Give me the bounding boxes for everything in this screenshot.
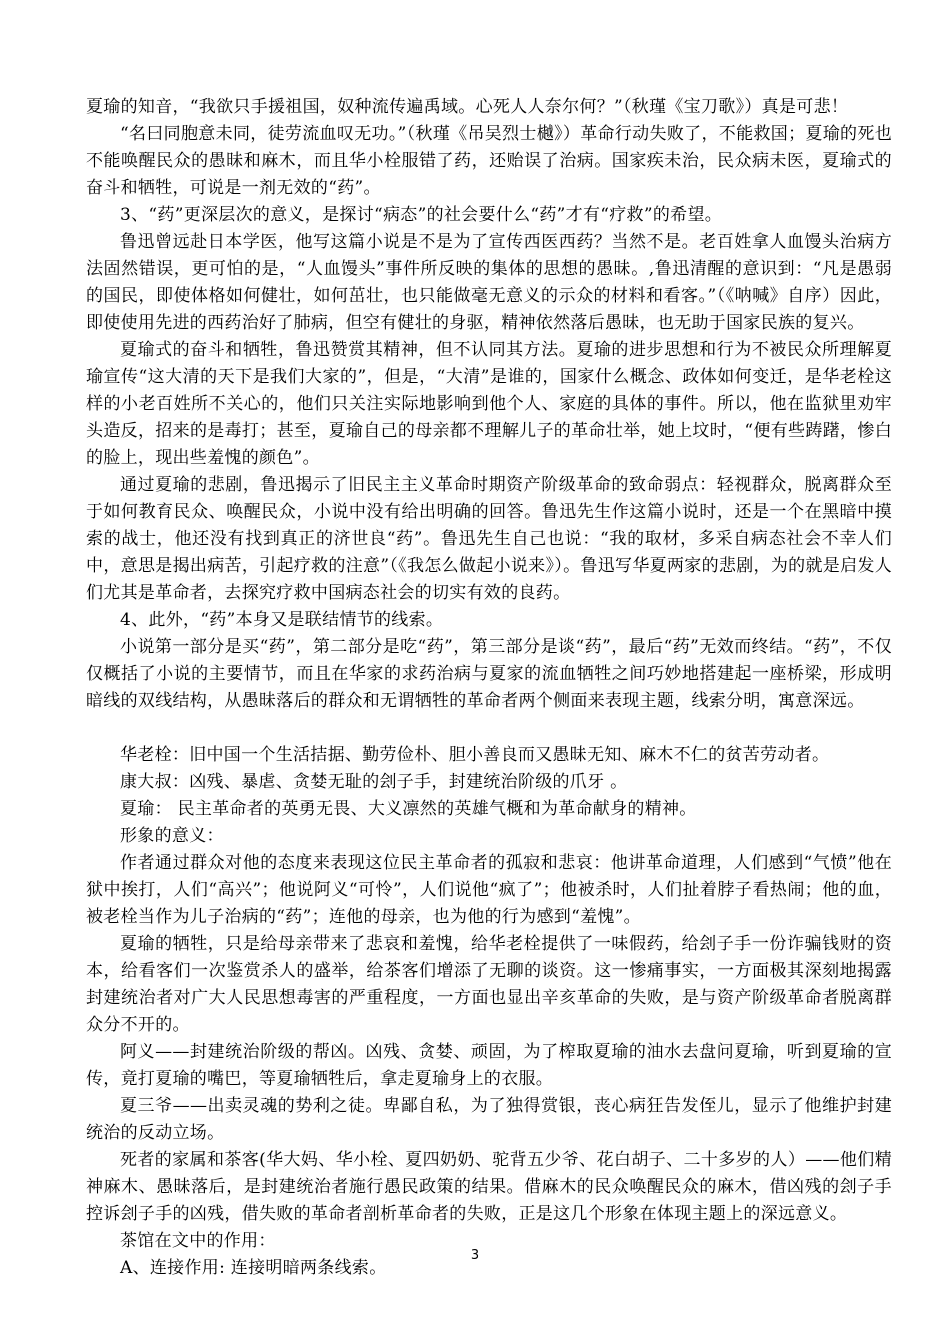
character-entry: 死者的家属和茶客(华大妈、华小栓、夏四奶奶、驼背五少爷、花白胡子、二十多岁的人）——他们精神麻木、愚昧落后，是封建统治者施行愚民政策的结果。借麻木的民众唤醒民众的麻木，借凶残的刽子手控诉刽子手的凶残，借失败的革命者剖析革命者的失败，正是这几个形象在体现主题上的深远意义。 bbox=[86, 1150, 892, 1224]
paragraph: 作者通过群众对他的态度来表现这位民主革命者的孤寂和悲哀：他讲革命道理，人们感到“气愤”他在狱中挨打，人们“高兴”；他说阿义“可怜”，人们说他“疯了”；他被杀时，人们扯着脖子看热闹；他的血，被老栓当作为儿子治病的“药”；连他的母亲，也为他的行为感到“羞愧”。 bbox=[86, 853, 892, 927]
character-entry: 夏瑜： 民主革命者的英勇无畏、大义凛然的英雄气概和为革命献身的精神。 bbox=[120, 799, 697, 819]
page-number: 3 bbox=[470, 1248, 480, 1263]
paragraph: A、连接作用: 连接明暗两条线索。 bbox=[120, 1258, 387, 1278]
paragraph: 小说第一部分是买“药”，第二部分是吃“药”，第三部分是谈“药”，最后“药”无效而终结。“药”，不仅仅概括了小说的主要情节，而且在华家的求药治病与夏家的流血牺牲之间巧妙地搭建起一座桥梁，形成明暗线的双线结构，从愚昧落后的群众和无谓牺牲的革命者两个侧面来表现主题，线索分明，寓意深远。 bbox=[86, 637, 892, 711]
blank-line bbox=[86, 715, 892, 742]
document-body bbox=[86, 94, 892, 1282]
paragraph: “名曰同胞意未同，徒劳流血叹无功。”（秋瑾《吊吴烈士樾》）革命行动失败了，不能救国；夏瑜的死也不能唤醒民众的愚昧和麻木，而且华小栓服错了药，还贻误了治病。国家疾未治，民众病未医，夏瑜式的奋斗和牺牲，可说是一剂无效的“药”。 bbox=[86, 124, 892, 198]
paragraph: 夏瑜的知音，“我欲只手援祖国，奴种流传遍禹域。心死人人奈尔何？”（秋瑾《宝刀歌》）真是可悲！ bbox=[86, 97, 849, 117]
paragraph: 通过夏瑜的悲剧，鲁迅揭示了旧民主主义革命时期资产阶级革命的致命弱点：轻视群众，脱离群众至于如何教育民众、唤醒民众，小说中没有给出明确的回答。鲁迅先生作这篇小说时，还是一个在黑暗中摸索的战士，他还没有找到真正的济世良“药”。鲁迅先生自己也说：“我的取材，多采自病态社会不幸人们中，意思是揭出病苦，引起疗救的注意”（《我怎么做起小说来》）。鲁迅写华夏两家的悲剧，为的就是启发人们尤其是革命者，去探究疗救中国病态社会的切实有效的良药。 bbox=[86, 475, 892, 603]
character-entry: 康大叔：凶残、暴虐、贪婪无耻的刽子手，封建统治阶级的爪牙 。 bbox=[120, 772, 628, 792]
character-entry: 阿义——封建统治阶级的帮凶。凶残、贪婪、顽固，为了榨取夏瑜的油水去盘问夏瑜，听到夏瑜的宣传，竟打夏瑜的嘴巴，等夏瑜牺牲后，拿走夏瑜身上的衣服。 bbox=[86, 1042, 892, 1089]
paragraph: 夏瑜的牺牲，只是给母亲带来了悲哀和羞愧，给华老栓提供了一味假药，给刽子手一份诈骗钱财的资本，给看客们一次鉴赏杀人的盛举，给茶客们增添了无聊的谈资。这一惨痛事实，一方面极其深刻地揭露封建统治者对广大人民思想毒害的严重程度，一方面也显出辛亥革命的失败，是与资产阶级革命者脱离群众分不开的。 bbox=[86, 934, 892, 1035]
paragraph: 夏瑜式的奋斗和牺牲，鲁迅赞赏其精神，但不认同其方法。夏瑜的进步思想和行为不被民众所理解夏瑜宣传“这大清的天下是我们大家的”，但是，“大清”是谁的，国家什么概念、政体如何变迁，是华老栓这样的小老百姓所不关心的，他们只关注实际地影响到他个人、家庭的具体的事件。所以，他在监狱里劝牢头造反，招来的是毒打；甚至，夏瑜自己的母亲都不理解儿子的革命壮举，她上坟时，“便有些踌躇，惨白的脸上，现出些羞愧的颜色”。 bbox=[86, 340, 892, 468]
subheading: 形象的意义： bbox=[120, 826, 224, 846]
paragraph: 鲁迅曾远赴日本学医，他写这篇小说是不是为了宣传西医西药？当然不是。老百姓拿人血馒头治病方法固然错误，更可怕的是，“人血馒头”事件所反映的集体的思想的愚昧。,鲁迅清醒的意识到：“凡是愚弱的国民，即使体格如何健壮，如何茁壮，也只能做毫无意义的示众的材料和看客。”（《呐喊》自序）因此，即使使用先进的西药治好了肺病，但空有健壮的身驱，精神依然落后愚昧，也无助于国家民族的复兴。 bbox=[86, 232, 892, 333]
character-entry: 华老栓：旧中国一个生活拮据、勤劳俭朴、胆小善良而又愚昧无知、麻木不仁的贫苦劳动者。 bbox=[120, 745, 830, 765]
section-heading: 4、此外，“药”本身又是联结情节的线索。 bbox=[120, 610, 444, 630]
subheading: 茶馆在文中的作用： bbox=[120, 1231, 276, 1251]
character-entry: 夏三爷——出卖灵魂的势利之徒。卑鄙自私，为了独得赏银，丧心病狂告发侄儿，显示了他维护封建统治的反动立场。 bbox=[86, 1096, 892, 1143]
section-heading: 3、“药”更深层次的意义，是探讨“病态”的社会要什么“药”才有“疗救”的希望。 bbox=[120, 205, 723, 225]
